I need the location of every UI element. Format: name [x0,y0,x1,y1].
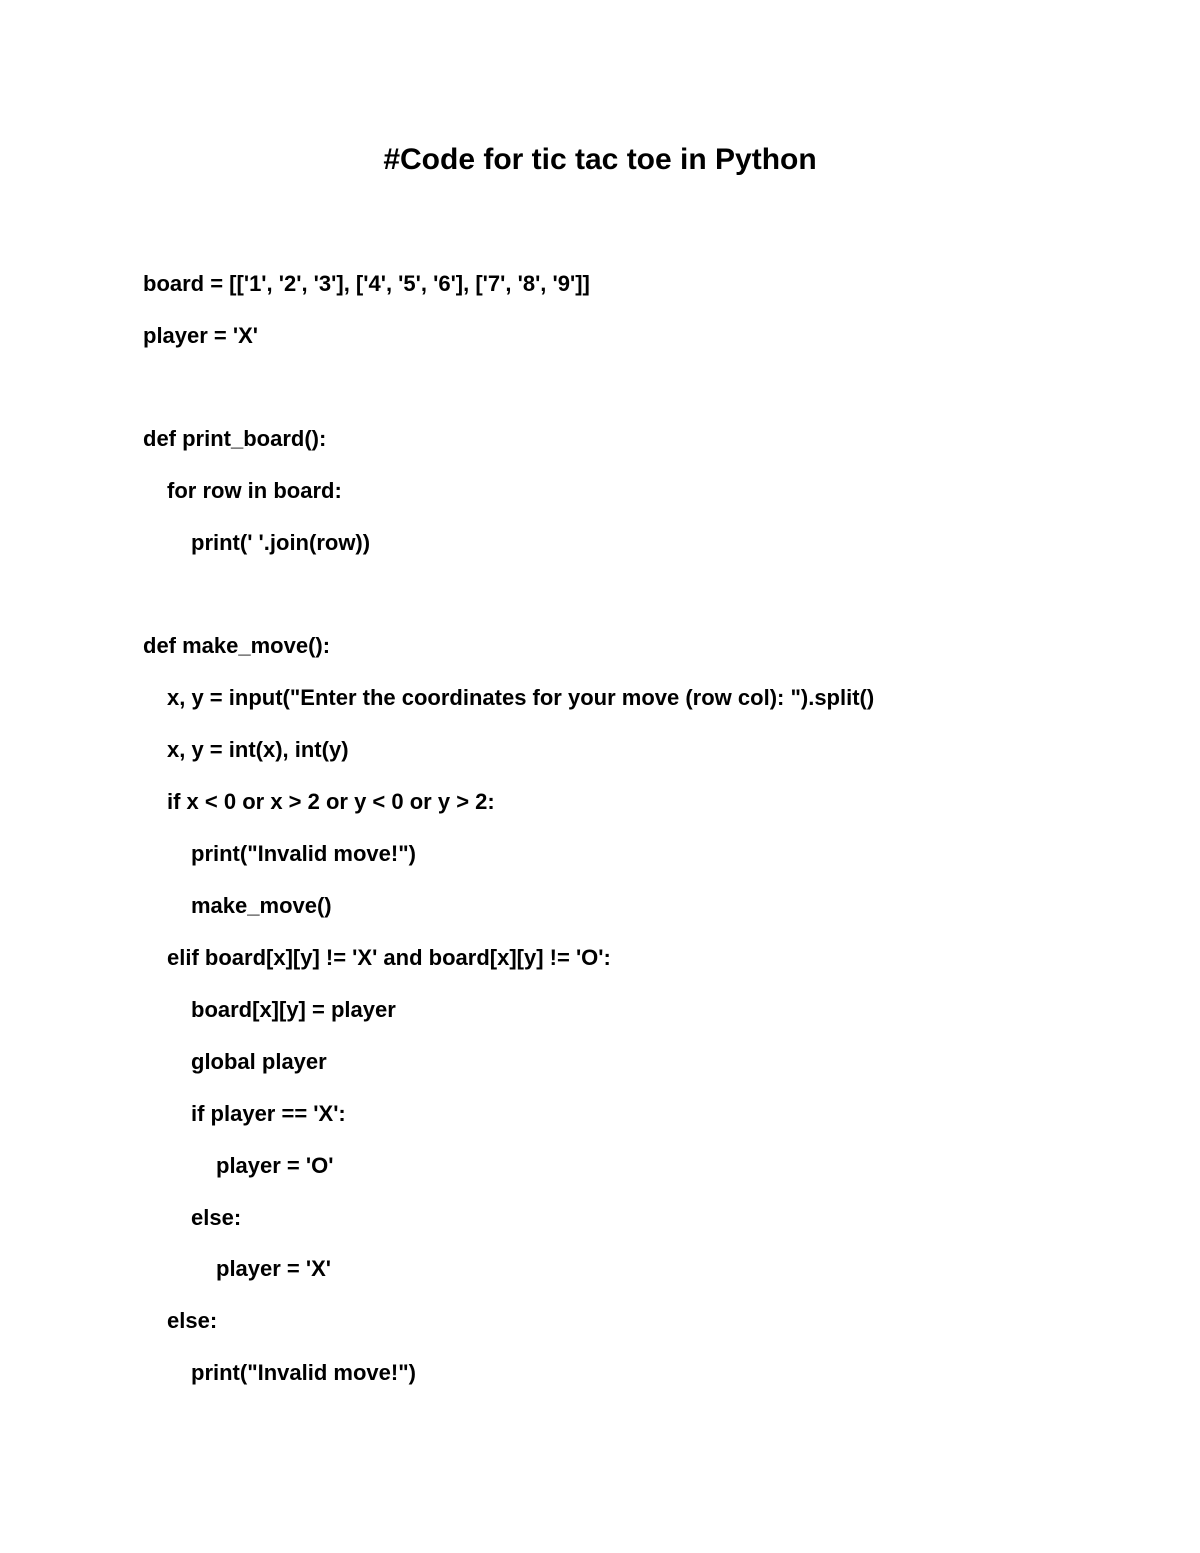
code-line: else: [167,1308,218,1333]
code-line: x, y = int(x), int(y) [167,737,349,762]
document-title: #Code for tic tac toe in Python [383,143,817,176]
code-line: board[x][y] = player [191,997,396,1022]
code-line: player = 'O' [216,1153,334,1178]
code-line: make_move() [191,893,332,918]
code-line: else: [191,1205,242,1230]
code-line: if player == 'X': [191,1101,346,1126]
code-line: player = 'X' [143,323,259,348]
code-line: print(' '.join(row)) [191,530,371,555]
code-line: global player [191,1049,327,1074]
code-line: print("Invalid move!") [191,1360,416,1385]
code-line: player = 'X' [216,1256,332,1281]
code-line: def print_board(): [143,426,327,451]
code-line: elif board[x][y] != 'X' and board[x][y] != 'O': [167,945,611,970]
code-line: for row in board: [167,478,342,503]
code-line: print("Invalid move!") [191,841,416,866]
code-line: if x < 0 or x > 2 or y < 0 or y > 2: [167,789,495,814]
code-line: x, y = input("Enter the coordinates for your move (row col): ").split() [167,685,875,710]
code-line: board = [['1', '2', '3'], ['4', '5', '6'], ['7', '8', '9']] [143,271,590,296]
code-line: def make_move(): [143,633,331,658]
